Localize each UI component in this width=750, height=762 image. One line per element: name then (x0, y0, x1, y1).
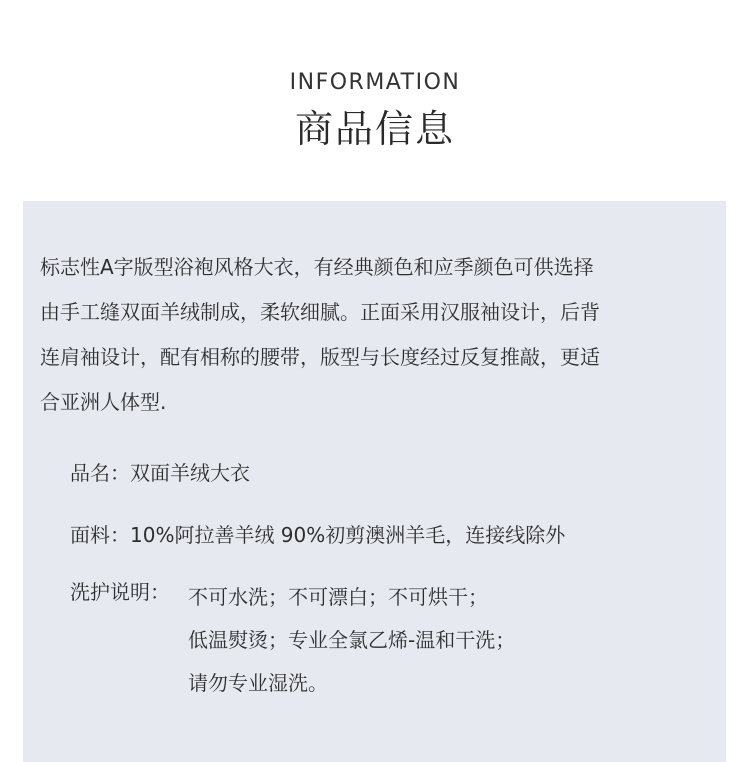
product-description (40, 245, 720, 425)
product-name-spec: 品名：双面羊绒大衣 (70, 461, 250, 485)
description-line: 标志性A字版型浴袍风格大衣，有经典颜色和应季颜色可供选择 (40, 255, 594, 279)
section-eyebrow: INFORMATION (289, 70, 461, 95)
care-instructions (188, 576, 515, 705)
care-line: 低温熨烫；专业全氯乙烯-温和干洗； (188, 628, 516, 652)
description-line: 连肩袖设计，配有相称的腰带，版型与长度经过反复推敲，更适 (40, 345, 600, 369)
care-line: 不可水洗；不可漂白；不可烘干； (188, 585, 488, 609)
description-line: 合亚洲人体型. (40, 390, 167, 414)
section-title: 商品信息 (294, 107, 455, 151)
fabric-spec: 面料：10%阿拉善羊绒 90%初剪澳洲羊毛，连接线除外 (70, 523, 566, 547)
care-line: 请勿专业湿洗。 (188, 671, 328, 695)
care-instructions-label (70, 576, 170, 605)
description-line: 由手工缝双面羊绒制成，柔软细腻。正面采用汉服袖设计，后背 (40, 300, 600, 324)
product-info-panel (23, 201, 726, 762)
care-label: 洗护说明： (70, 580, 170, 604)
